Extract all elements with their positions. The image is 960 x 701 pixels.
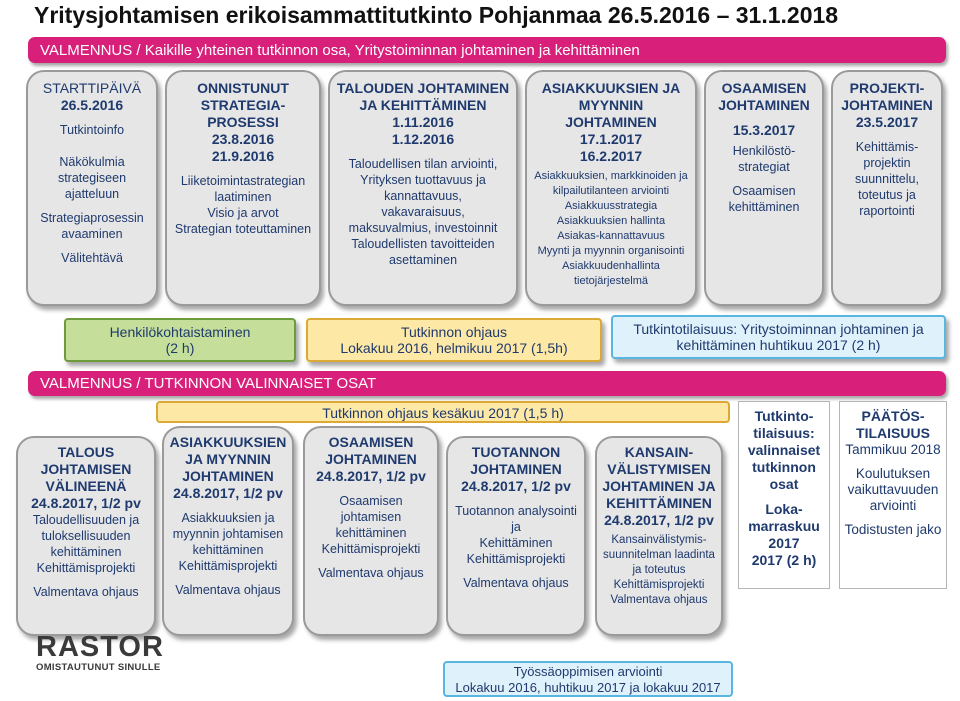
card-talous-valine [16,436,156,636]
card-date: 17.1.2017 [579,131,643,147]
card-osaaminen [704,70,824,306]
card-date: 15.3.2017 [732,122,796,138]
card-date: Tammikuu 2018 [845,442,941,457]
card-osaaminen-valinnainen [303,426,439,636]
card-line: Asiakkuusstrategia [564,200,658,212]
box-line: Henkilökohtaistaminen [109,324,251,340]
card-line: Kehittämis-projektin suunnittelu, toteutus ja raportointi [855,140,919,218]
card-line: Taloudellisen tilan arviointi, [348,157,498,171]
box-line: kehittäminen huhtikuu 2017 (2 h) [676,337,881,353]
card-line: Asiakas-kannattavuus [557,230,665,242]
card-title: ASIAKKUUKSIEN JA MYYNNIN JOHTAMINEN [169,434,287,484]
card-line: vakavaraisuus, [381,205,465,219]
card-date: 23.5.2017 [855,114,919,130]
card-line: Asiakkuuksien, markkinoiden ja kilpailutilanteen arviointi [534,170,688,197]
box-line: Tutkinnon ohjaus kesäkuu 2017 (1,5 h) [322,405,564,421]
guidance-june-box [156,401,730,423]
card-asiakkuudet [525,70,697,306]
card-date: 2017 (2 h) [751,552,817,568]
card-starttipaiva [26,70,158,306]
card-date: 21.9.2016 [211,148,275,164]
card-line: Kehittämisprojekti [466,552,566,566]
card-date: 24.8.2017, 1/2 pv [31,495,141,511]
card-title: OSAAMISEN JOHTAMINEN [325,434,417,467]
card-line: Myynti ja myynnin organisointi [537,245,685,257]
exam-event-box [611,315,946,359]
card-date: 23.8.2016 [211,131,275,147]
card-title: STARTTIPÄIVÄ [42,80,142,96]
card-tuotanto [446,436,586,636]
guidance-box [306,318,602,362]
card-line: Kehittämisprojekti [321,542,421,556]
card-line: Koulutuksen vaikuttavuuden arviointi [847,466,939,513]
card-line: Taloudellisuuden ja tuloksellisuuden kehittäminen [32,513,140,559]
card-line: Valmentava ohjaus [610,594,708,606]
card-line: Liiketoimintastrategian laatiminen [180,174,306,204]
card-line: Kansainvälistymis-suunnitelman laadinta ja toteutus [603,534,715,576]
card-title: TUOTANNON JOHTAMINEN [470,444,562,477]
card-line: Kehittämisprojekti [178,559,278,573]
card-line: Yrityksen tuottavuus ja kannattavuus, [360,173,486,203]
card-line: Valmentava ohjaus [175,583,281,597]
card-title: TALOUS JOHTAMISEN VÄLINEENÄ [40,444,132,494]
box-line: Tutkinnon ohjaus [400,324,508,340]
logo-wordmark: RASTOR [36,631,164,663]
card-date: 26.5.2016 [60,97,124,113]
card-kansainvalistyminen [595,436,723,636]
page-title: Yritysjohtamisen erikoisammattitutkinto Pohjanmaa 26.5.2016 – 31.1.2018 [34,2,839,28]
card-line: Kehittäminen [479,536,553,550]
card-line: Valmentava ohjaus [463,576,569,590]
card-date: 24.8.2017, 1/2 pv [604,512,714,528]
optional-training-band: VALMENNUS / TUTKINNON VALINNAISET OSAT [28,371,946,396]
card-paatostilaisuus [839,401,947,589]
card-title: KANSAIN-VÄLISTYMISEN JOHTAMINEN JA KEHITTÄMINEN [602,444,716,511]
card-title: TALOUDEN JOHTAMINEN JA KEHITTÄMINEN [336,80,510,113]
card-line: Strategian toteuttaminen [174,222,312,236]
card-line: Taloudellisten tavoitteiden asettaminen [351,237,495,267]
card-title: ONNISTUNUT STRATEGIA-PROSESSI [197,80,289,130]
card-line: Tutkintoinfo [59,123,125,137]
card-asiakkuudet-valinnainen [162,426,294,636]
card-title: PROJEKTI-JOHTAMINEN [841,80,933,113]
box-line: Työssäoppimisen arviointi [513,664,663,679]
card-line: Näkökulmia strategiseen ajatteluun [57,155,127,201]
personalisation-box [64,318,296,362]
card-strategia [165,70,321,306]
box-line: Tutkintotilaisuus: Yritystoiminnan johtaminen ja [633,321,924,337]
common-training-band: VALMENNUS / Kaikille yhteinen tutkinnon osa, Yritystoiminnan johtaminen ja kehittäminen [28,37,946,63]
card-date: 16.2.2017 [579,148,643,164]
card-talous [328,70,518,306]
card-line: maksuvalmius, investoinnit [348,221,498,235]
card-date: 24.8.2017, 1/2 pv [316,468,426,484]
card-date: 1.11.2016 [392,114,454,130]
card-line: Osaamisen johtamisen kehittäminen [335,494,407,540]
card-line: Välitehtävä [61,251,123,265]
card-line: Asiakkuuksien ja myynnin johtamisen kehittäminen [172,511,284,557]
box-line: (2 h) [165,340,195,356]
rastor-logo [36,632,166,680]
box-line: Lokakuu 2016, helmikuu 2017 (1,5h) [340,340,568,356]
card-tutkintotilaisuus-valinnaiset [738,401,830,589]
card-title: PÄÄTÖS-TILAISUUS [856,408,930,441]
card-projekti [831,70,943,306]
card-date: 24.8.2017, 1/2 pv [173,485,283,501]
card-line: Valmentava ohjaus [318,566,424,580]
card-line: Valmentava ohjaus [33,585,139,599]
card-line: Asiakkuudenhallinta tietojärjestelmä [562,260,660,287]
card-line: Strategiaprosessin avaaminen [40,211,144,241]
card-line: Osaamisen kehittäminen [728,184,800,214]
card-line: Visio ja arvot [207,206,279,220]
card-line: Kehittämisprojekti [613,579,705,591]
card-line: Kehittämisprojekti [36,561,136,575]
card-title: Tutkinto-tilaisuus: valinnaiset tutkinnon osat [747,408,821,492]
card-line: Todistusten jako [844,522,942,537]
card-line: Henkilöstö-strategiat [732,144,796,174]
card-date: 24.8.2017, 1/2 pv [461,478,571,494]
logo-tagline: OMISTAUTUNUT SINULLE [36,662,161,673]
box-line: Lokakuu 2016, huhtikuu 2017 ja lokakuu 2017 [455,680,721,695]
card-title: OSAAMISEN JOHTAMINEN [718,80,810,113]
card-title: ASIAKKUUKSIEN JA MYYNNIN JOHTAMINEN [541,80,681,130]
card-date: Loka-marraskuu 2017 [748,501,820,551]
card-line: Asiakkuuksien hallinta [556,215,666,227]
card-date: 1.12.2016 [391,131,455,147]
card-line: Tuotannon analysointi ja [455,504,577,534]
workplace-assessment-box [443,661,733,697]
